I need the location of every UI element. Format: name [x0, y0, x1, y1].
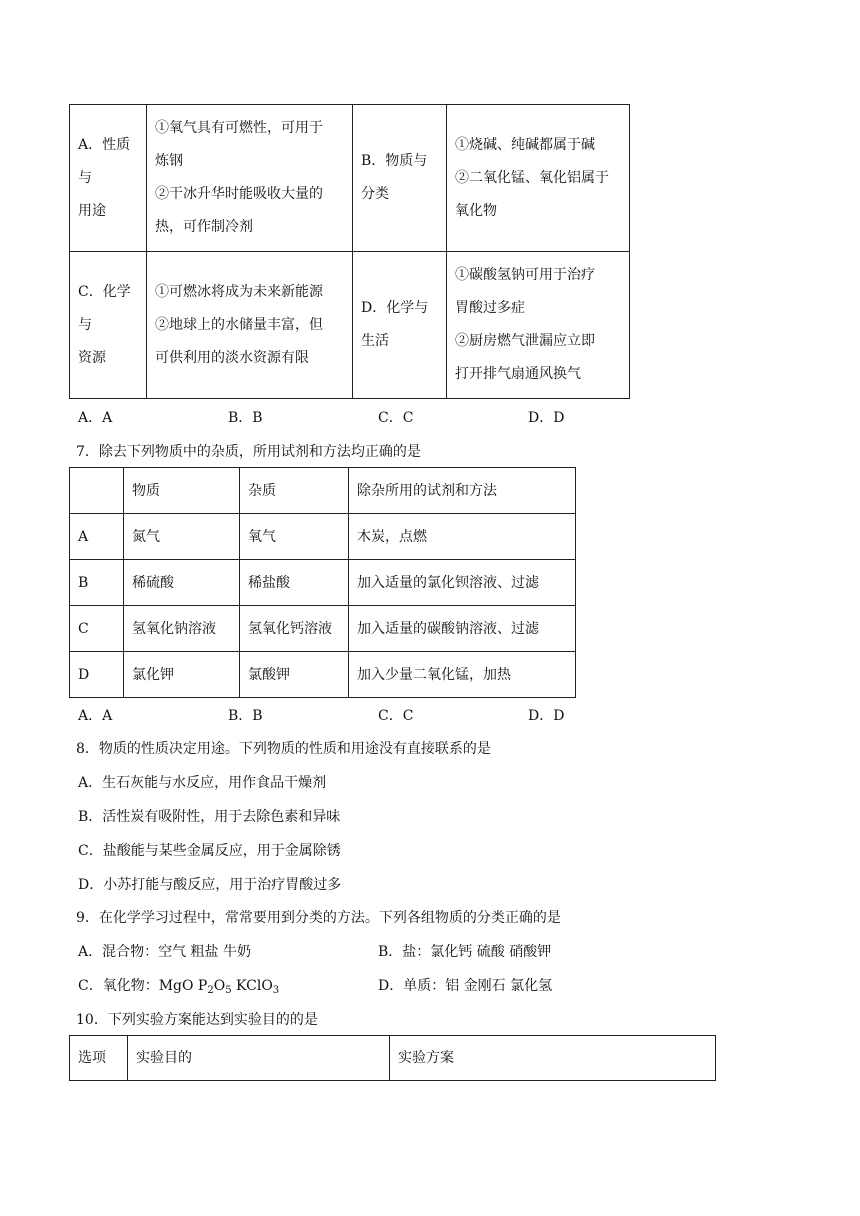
- q6-cell-label: A．性质 与 用途: [70, 105, 147, 252]
- q6-cell-label: B．物质与 分类: [353, 105, 447, 252]
- table-cell: 加入少量二氧化锰，加热: [349, 652, 576, 698]
- q8-option-c[interactable]: C．盐酸能与某些金属反应，用于金属除锈: [78, 843, 341, 859]
- q9-option-d[interactable]: D．单质：铝 金刚石 氯化氢: [378, 978, 553, 994]
- table-cell: 稀盐酸: [240, 560, 349, 606]
- q6-table: [69, 104, 630, 399]
- q7-options: [78, 705, 698, 727]
- q6-cell-label: D．化学与 生活: [353, 252, 447, 399]
- q7-header-cell: 杂质: [240, 468, 349, 514]
- q7-header-cell: 物质: [124, 468, 240, 514]
- q8-option-a[interactable]: A．生石灰能与水反应，用作食品干燥剂: [78, 775, 327, 791]
- table-row: [70, 652, 576, 698]
- q10-table: [69, 1035, 716, 1081]
- q6-cell-content: ①可燃冰将成为未来新能源 ②地球上的水储量丰富，但 可供利用的淡水资源有限: [147, 252, 353, 399]
- q9-option-c-text: O: [213, 978, 226, 994]
- q9-option-c-text: KClO: [231, 978, 273, 994]
- q8-option-b[interactable]: B．活性炭有吸附性，用于去除色素和异味: [78, 809, 341, 825]
- table-cell: 氢氧化钠溶液: [124, 606, 240, 652]
- table-row: [70, 606, 576, 652]
- q6-cell-label: C．化学 与 资源: [70, 252, 147, 399]
- q6-option-b[interactable]: B．B: [228, 410, 263, 426]
- q6-cell-content: ①烧碱、纯碱都属于碱 ②二氧化锰、氧化铝属于 氧化物: [447, 105, 630, 252]
- q10-header-cell: 实验方案: [390, 1036, 716, 1081]
- table-cell: 加入适量的氯化钡溶液、过滤: [349, 560, 576, 606]
- q10-stem: 10．下列实验方案能达到实验目的的是: [76, 1012, 318, 1028]
- table-cell: 稀硫酸: [124, 560, 240, 606]
- table-cell: 木炭，点燃: [349, 514, 576, 560]
- table-cell: A: [70, 514, 124, 560]
- q6-option-c[interactable]: C．C: [378, 410, 414, 426]
- q8-option-d[interactable]: D．小苏打能与酸反应，用于治疗胃酸过多: [78, 877, 342, 893]
- q9-option-c[interactable]: [78, 975, 279, 995]
- table-cell: 氯酸钾: [240, 652, 349, 698]
- table-cell: 氯化钾: [124, 652, 240, 698]
- q7-option-c[interactable]: C．C: [378, 708, 414, 724]
- q6-options: [78, 407, 698, 429]
- table-cell: D: [70, 652, 124, 698]
- q6-cell-content: ①氧气具有可燃性，可用于 炼钢 ②干冰升华时能吸收大量的 热，可作制冷剂: [147, 105, 353, 252]
- table-cell: B: [70, 560, 124, 606]
- q7-option-a[interactable]: A．A: [78, 708, 113, 724]
- q7-header-cell: 除杂所用的试剂和方法: [349, 468, 576, 514]
- table-cell: 加入适量的碳酸钠溶液、过滤: [349, 606, 576, 652]
- q9-option-b[interactable]: B．盐：氯化钙 硫酸 硝酸钾: [378, 944, 552, 960]
- table-cell: 氧气: [240, 514, 349, 560]
- q6-option-d[interactable]: D．D: [528, 410, 565, 426]
- q9-option-a[interactable]: A．混合物：空气 粗盐 牛奶: [78, 944, 252, 960]
- q10-header-cell: 选项: [70, 1036, 128, 1081]
- q7-header-cell: [70, 468, 124, 514]
- table-cell: 氢氧化钙溶液: [240, 606, 349, 652]
- table-row: [70, 560, 576, 606]
- table-cell: 氮气: [124, 514, 240, 560]
- q7-table: [69, 467, 576, 698]
- subscript: 5: [225, 985, 232, 996]
- q7-option-d[interactable]: D．D: [528, 708, 565, 724]
- q7-stem: 7．除去下列物质中的杂质，所用试剂和方法均正确的是: [76, 444, 421, 460]
- q9-stem: 9．在化学学习过程中，常常要用到分类的方法。下列各组物质的分类正确的是: [76, 910, 561, 926]
- q6-option-a[interactable]: A．A: [78, 410, 113, 426]
- subscript: 2: [207, 985, 214, 996]
- q8-stem: 8．物质的性质决定用途。下列物质的性质和用途没有直接联系的是: [76, 741, 491, 757]
- table-row: [70, 514, 576, 560]
- table-cell: C: [70, 606, 124, 652]
- subscript: 3: [272, 985, 280, 996]
- q6-cell-content: ①碳酸氢钠可用于治疗 胃酸过多症 ②厨房燃气泄漏应立即 打开排气扇通风换气: [447, 252, 630, 399]
- q10-header-cell: 实验目的: [128, 1036, 390, 1081]
- q9-option-c-text: C．氧化物：MgO P: [78, 978, 208, 994]
- q7-option-b[interactable]: B．B: [228, 708, 263, 724]
